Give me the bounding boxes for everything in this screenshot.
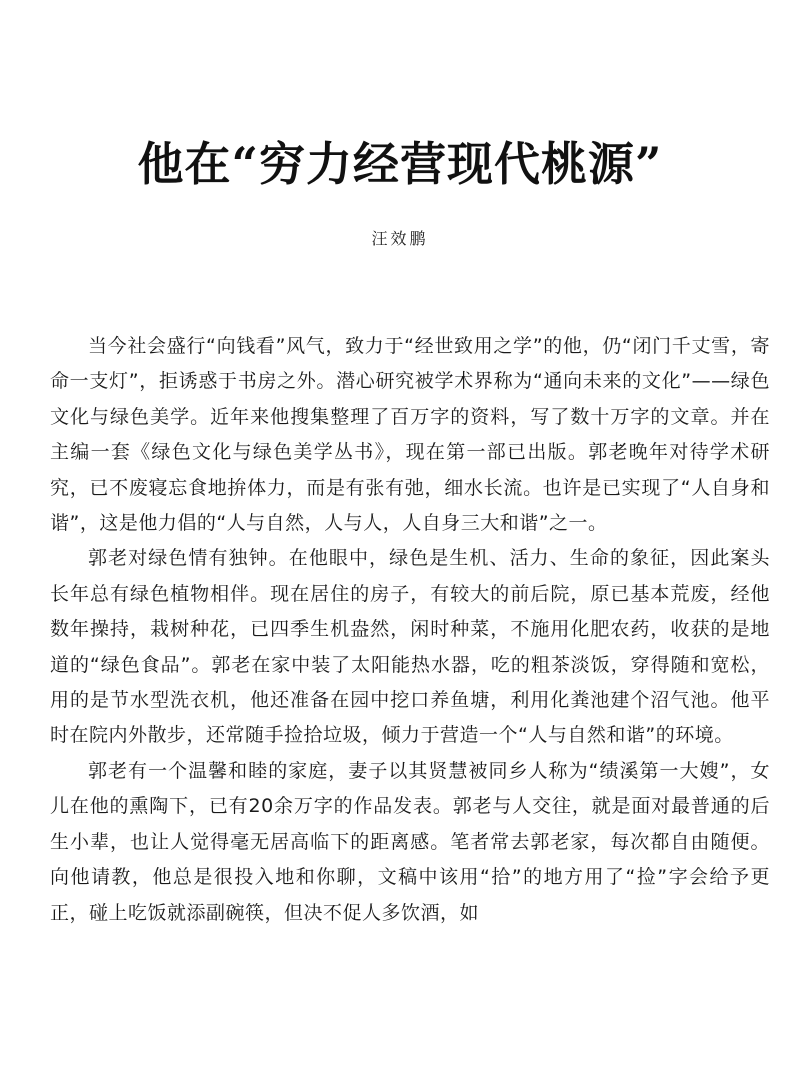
paragraph: 当今社会盛行“向钱看”风气，致力于“经世致用之学”的他，仍“闭门千丈雪，寄命一支灯”，拒诱惑于书房之外。潜心研究被学术界称为“通向未来的文化”——绿色文化与绿色美学。近年来他搜集整理了百万字的资料，写了数十万字的文章。并在主编一套《绿色文化与绿色美学丛书》，现在第一部已出版。郭老晚年对待学术研究，已不废寝忘食地拚体力，而是有张有弛，细水长流。也许是已实现了“人自身和谐”，这是他力倡的“人与自然，人与人，人自身三大和谐”之一。 — [50, 335, 770, 535]
paragraph: 郭老对绿色情有独钟。在他眼中，绿色是生机、活力、生命的象征，因此案头长年总有绿色植物相伴。现在居住的房子，有较大的前后院，原已基本荒废，经他数年操持，栽树种花，已四季生机盎然，闲时种菜，不施用化肥农药，收获的是地道的“绿色食品”。郭老在家中装了太阳能热水器，吃的粗茶淡饭，穿得随和宽松，用的是节水型洗衣机，他还准备在园中挖口养鱼塘，利用化粪池建个沼气池。他平时在院内外散步，还常随手捡拾垃圾，倾力于营造一个“人与自然和谐”的环境。 — [50, 547, 770, 747]
article-title: 他在“穷力经营现代桃源” — [137, 137, 663, 191]
paragraph: 郭老有一个温馨和睦的家庭，妻子以其贤慧被同乡人称为“绩溪第一大嫂”，女儿在他的熏陶下，已有20余万字的作品发表。郭老与人交往，就是面对最普通的后生小辈，也让人觉得毫无居高临下的距离感。笔者常去郭老家，每次都自由随便。向他请教，他总是很投入地和你聊，文稿中该用“拾”的地方用了“捡”字会给予更正，碰上吃饭就添副碗筷，但决不促人多饮酒，如 — [50, 759, 770, 924]
article-author: 汪效鹏 — [371, 229, 429, 248]
article-body — [50, 329, 770, 931]
